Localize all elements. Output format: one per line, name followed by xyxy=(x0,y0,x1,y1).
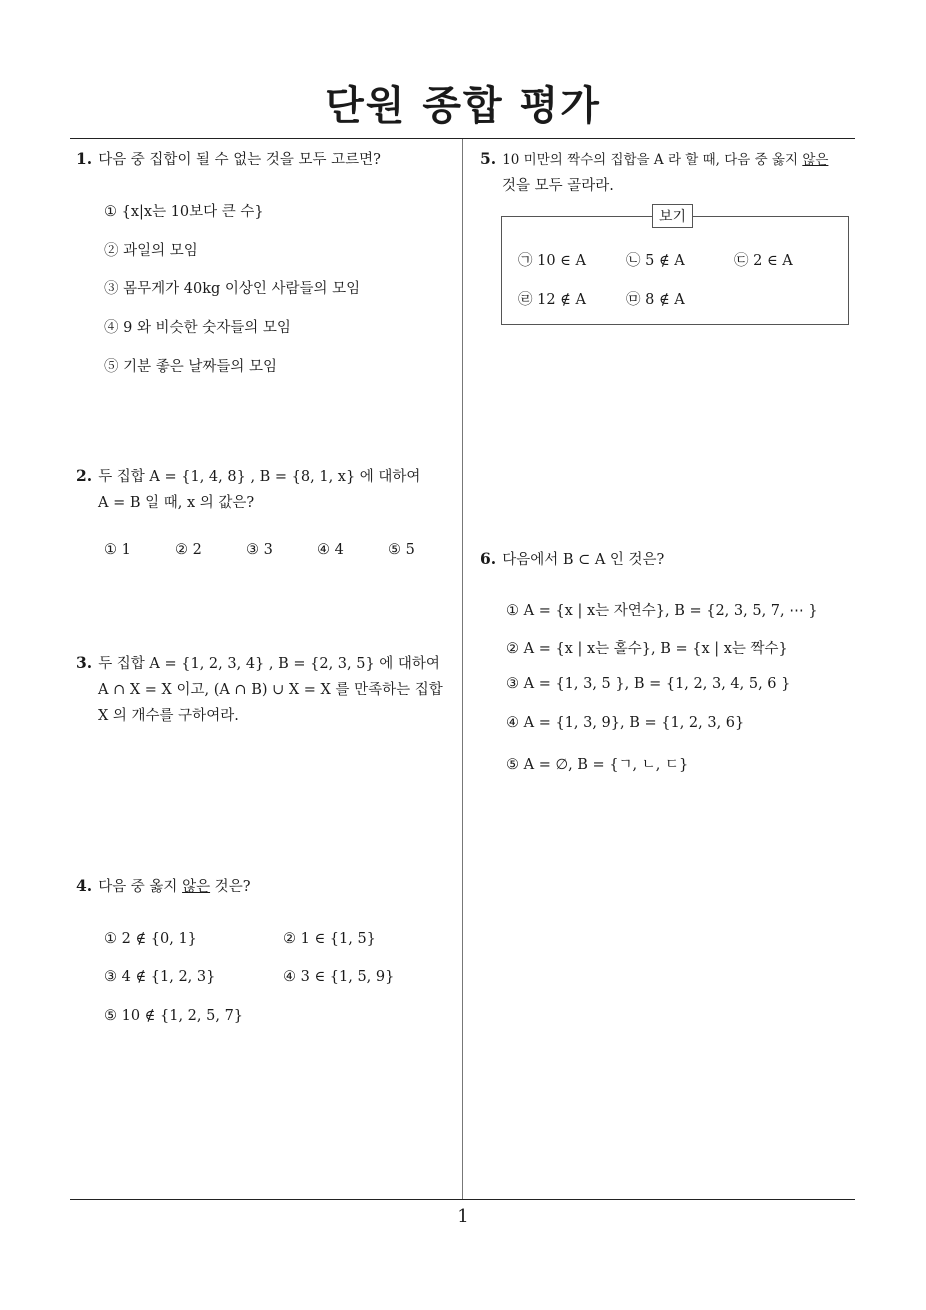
question-2-number: 2. xyxy=(76,466,93,485)
question-2-option-1: ① 1 xyxy=(104,542,131,558)
question-5-choice-3: ㉢ 2 ∈ A xyxy=(734,253,793,269)
question-1-stem: 다음 중 집합이 될 수 없는 것을 모두 고르면? xyxy=(98,152,381,168)
question-2-stem-line-2: A = B 일 때, x 의 값은? xyxy=(98,495,255,511)
question-1-option-2: ② 과일의 모임 xyxy=(104,243,198,259)
question-6-option-3: ③ A = {1, 3, 5 }, B = {1, 2, 3, 4, 5, 6 } xyxy=(506,676,791,692)
question-1-option-3: ③ 몸무게가 40kg 이상인 사람들의 모임 xyxy=(104,281,361,297)
question-4-option-3: ③ 4 ∉ {1, 2, 3} xyxy=(104,969,216,985)
question-3-stem-line-2: A ∩ X = X 이고, (A ∩ B) ∪ X = X 를 만족하는 집합 xyxy=(98,682,443,698)
column-divider xyxy=(462,139,463,1200)
question-2-option-3: ③ 3 xyxy=(246,542,273,558)
question-1-option-5: ⑤ 기분 좋은 날짜들의 모임 xyxy=(104,359,278,375)
question-2-option-2: ② 2 xyxy=(175,542,202,558)
question-5-number: 5. xyxy=(480,149,497,168)
question-6-option-1: ① A = {x | x는 자연수}, B = {2, 3, 5, 7, ⋯ } xyxy=(506,603,818,619)
question-2-option-4: ④ 4 xyxy=(317,542,344,558)
question-4-option-1: ① 2 ∉ {0, 1} xyxy=(104,931,197,947)
question-4-option-2: ② 1 ∈ {1, 5} xyxy=(283,931,376,947)
question-6-option-5: ⑤ A = ∅, B = {ㄱ, ㄴ, ㄷ} xyxy=(506,757,689,773)
question-5-stem-before: 10 미만의 짝수의 집합을 A 라 할 때, 다음 중 옳지 xyxy=(502,152,803,168)
page-number: 1 xyxy=(457,1206,469,1227)
question-5-choice-1: ㉠ 10 ∈ A xyxy=(518,253,586,269)
question-4-stem-before: 다음 중 옳지 xyxy=(98,879,183,895)
question-5-box-label: 보기 xyxy=(652,204,693,228)
question-5-choice-4: ㉣ 12 ∉ A xyxy=(518,292,586,308)
question-3-stem-line-3: X 의 개수를 구하여라. xyxy=(98,708,239,724)
question-5-stem-underlined: 않은 xyxy=(802,152,829,168)
question-6 xyxy=(480,546,860,573)
page-title: 단원 종합 평가 xyxy=(325,83,601,129)
question-3 xyxy=(76,650,456,729)
question-5-stem-line-2: 것을 모두 골라라. xyxy=(502,178,614,194)
question-4 xyxy=(76,873,456,900)
question-6-option-2: ② A = {x | x는 홀수}, B = {x | x는 짝수} xyxy=(506,641,788,657)
question-3-number: 3. xyxy=(76,653,93,672)
question-5-choice-2: ㉡ 5 ∉ A xyxy=(626,253,685,269)
question-2-stem-line-1: 두 집합 A = {1, 4, 8} , B = {8, 1, x} 에 대하여 xyxy=(98,469,421,485)
question-1-option-4: ④ 9 와 비슷한 숫자들의 모임 xyxy=(104,320,291,336)
question-6-option-4: ④ A = {1, 3, 9}, B = {1, 2, 3, 6} xyxy=(506,715,745,731)
question-6-stem: 다음에서 B ⊂ A 인 것은? xyxy=(502,552,665,568)
question-1-option-1: ① {x|x는 10보다 큰 수} xyxy=(104,204,264,220)
question-4-stem-after: 것은? xyxy=(210,879,251,895)
question-5 xyxy=(480,146,865,199)
question-4-number: 4. xyxy=(76,876,93,895)
question-4-option-5: ⑤ 10 ∉ {1, 2, 5, 7} xyxy=(104,1008,244,1024)
question-2 xyxy=(76,463,456,516)
question-2-option-5: ⑤ 5 xyxy=(388,542,415,558)
footer-rule xyxy=(70,1199,855,1200)
question-4-option-4: ④ 3 ∈ {1, 5, 9} xyxy=(283,969,395,985)
question-2-line-1 xyxy=(76,463,456,490)
question-5-choice-5: ㉤ 8 ∉ A xyxy=(626,292,685,308)
question-6-number: 6. xyxy=(480,549,497,568)
question-1 xyxy=(76,146,456,173)
question-4-stem-underlined: 않은 xyxy=(182,879,211,895)
question-1-number: 1. xyxy=(76,149,93,168)
question-3-stem-line-1: 두 집합 A = {1, 2, 3, 4} , B = {2, 3, 5} 에 대하여 xyxy=(98,656,440,672)
